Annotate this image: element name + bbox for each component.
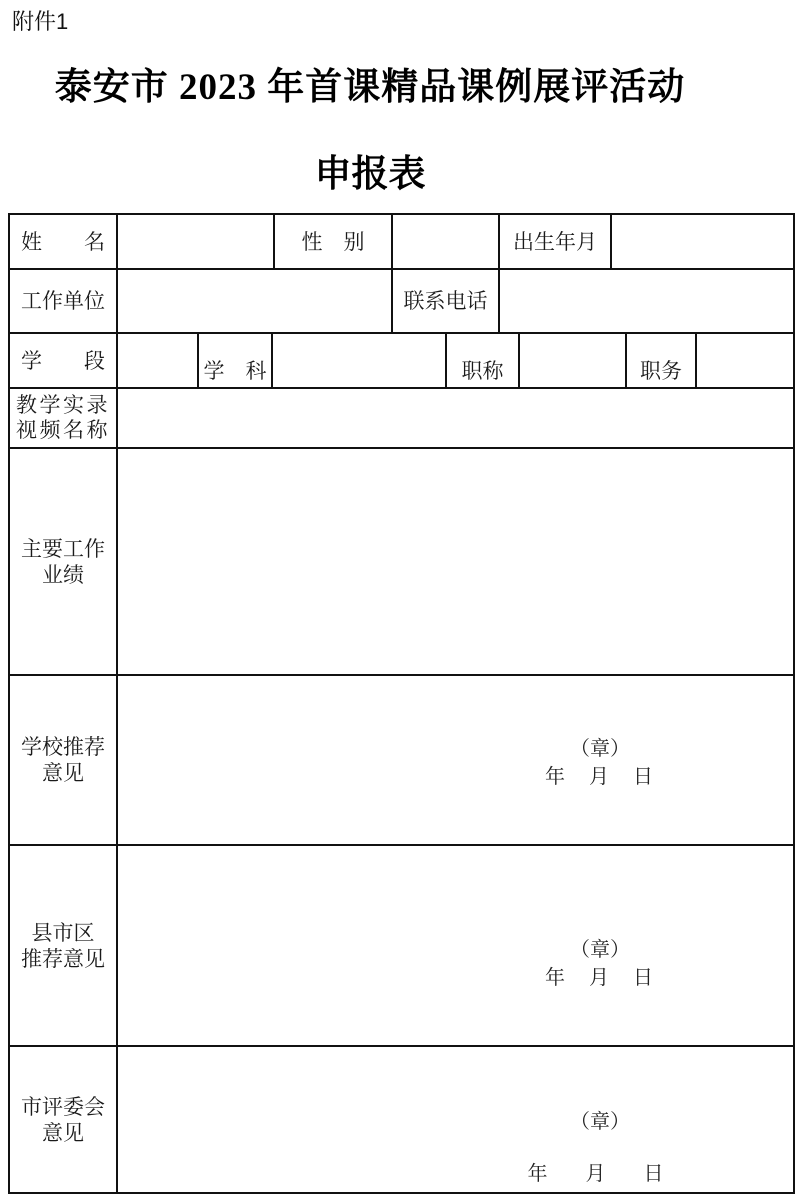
row-basic-info [10,215,793,270]
city-opinion-label-line2: 意见 [42,1120,84,1145]
subject-value-cell[interactable] [273,334,447,387]
achievements-value-cell[interactable] [118,449,793,674]
phone-value-cell[interactable] [500,270,793,332]
school-opinion-label-line2: 意见 [42,761,84,785]
video-name-label-line2: 视频名称 [16,418,110,442]
row-work-unit [10,270,793,334]
stage-value-cell[interactable] [118,334,199,387]
application-form-table [8,213,795,1194]
county-opinion-label-line1: 县市区 [31,920,95,945]
city-opinion-label [10,1047,118,1192]
attachment-label: 附件1 [12,9,69,34]
prof-title-label: 职称 [447,334,520,387]
stamp-placeholder: （章） [570,939,630,961]
row-school-opinion [10,676,793,846]
county-opinion-cell[interactable] [118,846,793,1045]
city-opinion-label-line1: 市评委会 [21,1094,105,1119]
stamp-placeholder: （章） [570,1111,630,1133]
position-value-cell[interactable] [697,334,793,387]
city-opinion-cell[interactable] [118,1047,793,1192]
work-unit-label: 工作单位 [10,270,118,332]
subject-label: 学 科 [199,334,273,387]
row-city-opinion [10,1047,793,1192]
achievements-label-line1: 主要工作 [21,536,105,561]
achievements-label-line2: 业绩 [42,562,84,587]
gender-value-cell[interactable] [393,215,500,268]
achievements-label [10,449,118,674]
city-stamp-block [515,1108,685,1188]
prof-title-value-cell[interactable] [520,334,627,387]
date-placeholder: 年 月 日 [545,766,655,788]
video-name-label-line1: 教学实录 [16,393,110,417]
date-placeholder: 年 月 日 [545,967,655,989]
video-name-label [10,389,118,447]
birth-date-label: 出生年月 [500,215,612,268]
county-opinion-label-line2: 推荐意见 [21,946,105,971]
name-label: 姓 名 [10,215,118,268]
row-achievements [10,449,793,676]
page-subtitle: 申报表 [314,154,426,195]
gender-label: 性 别 [275,215,393,268]
stage-label: 学 段 [10,334,118,387]
work-unit-value-cell[interactable] [118,270,393,332]
name-value-cell[interactable] [118,215,275,268]
birth-date-value-cell[interactable] [612,215,793,268]
school-opinion-label [10,676,118,844]
county-opinion-label [10,846,118,1045]
row-stage-subject [10,334,793,389]
position-label: 职务 [627,334,697,387]
page-title: 泰安市 2023 年首课精品课例展评活动 [54,67,686,108]
stamp-placeholder: （章） [570,738,630,760]
video-name-value-cell[interactable] [118,389,793,447]
school-opinion-cell[interactable] [118,676,793,844]
school-opinion-label-line1: 学校推荐 [21,735,105,759]
school-stamp-block [515,735,685,791]
phone-label: 联系电话 [393,270,500,332]
date-placeholder: 年 月 日 [527,1163,673,1185]
row-county-opinion [10,846,793,1047]
row-video-name [10,389,793,449]
county-stamp-block [515,936,685,992]
